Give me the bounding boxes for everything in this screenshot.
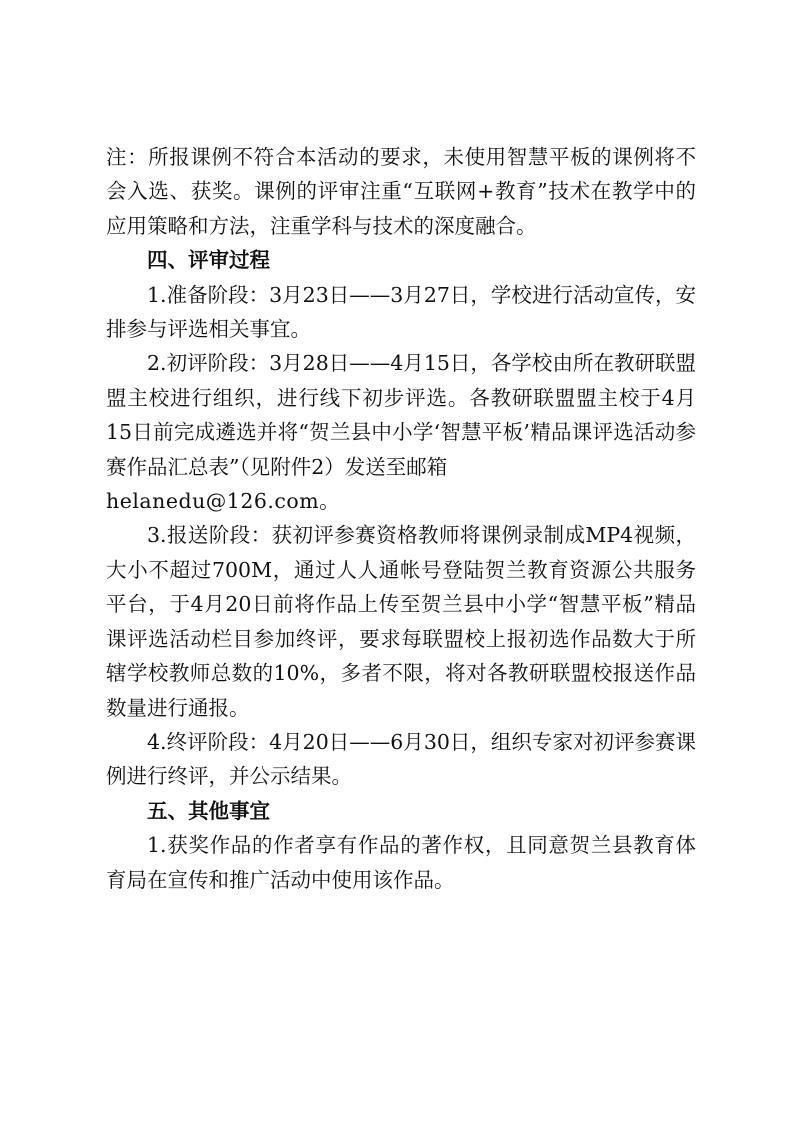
review-stage-preliminary: 2.初评阶段：3月28日——4月15日，各学校由所在教研联盟盟主校进行组织，进行线下初步评选。各教研联盟盟主校于4月15日前完成遴选并将“贺兰县中小学‘智慧平板’精品课评选活动参赛作品汇总表”（见附件2）发送至邮箱 xyxy=(106,351,696,479)
submission-email: helanedu@126.com。 xyxy=(106,489,341,514)
section-heading-review-process: 四、评审过程 xyxy=(147,248,270,273)
review-stage-submission: 3.报送阶段：获初评参赛资格教师将课例录制成MP4视频，大小不超过700M，通过人人通帐号登陆贺兰教育资源公共服务平台，于4月20日前将作品上传至贺兰县中小学“智慧平板”精品课评选活动栏目参加终评，要求每联盟校上报初选作品数大于所辖学校教师总数的10%，多者不限，将对各教研联盟校报送作品数量进行通报。 xyxy=(106,523,696,720)
document-body xyxy=(106,140,696,897)
review-stage-final: 4.终评阶段：4月20日——6月30日，组织专家对初评参赛课例进行终评，并公示结果。 xyxy=(106,729,696,789)
other-matters-copyright: 1.获奖作品的作者享有作品的著作权，且同意贺兰县教育体育局在宣传和推广活动中使用该作品。 xyxy=(106,833,696,892)
note-paragraph: 注：所报课例不符合本活动的要求，未使用智慧平板的课例将不会入选、获奖。课例的评审注重“互联网+教育”技术在教学中的应用策略和方法，注重学科与技术的深度融合。 xyxy=(106,145,696,238)
section-heading-other-matters: 五、其他事宜 xyxy=(147,798,270,823)
review-stage-preparation: 1.准备阶段：3月23日——3月27日，学校进行活动宣传，安排参与评选相关事宜。 xyxy=(106,282,696,342)
